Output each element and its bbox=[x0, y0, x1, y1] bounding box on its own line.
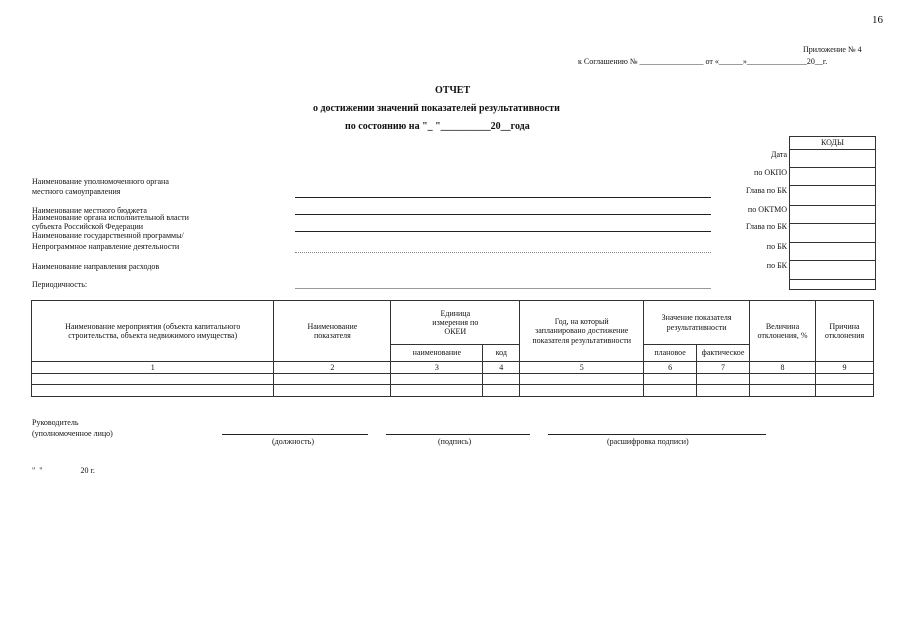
col-number: 7 bbox=[697, 362, 750, 374]
report-subtitle: о достижении значений показателей результативности bbox=[313, 103, 560, 114]
codes-label-okpo: по ОКПО bbox=[754, 168, 787, 177]
signature-head: Руководитель bbox=[32, 418, 79, 427]
table-cell[interactable] bbox=[391, 374, 483, 385]
report-date-line: по состоянию на "_ "__________20__года bbox=[345, 121, 530, 132]
col-value-group-header: Значение показателя результативности bbox=[644, 301, 750, 345]
field-label: Наименование органа исполнительной власти bbox=[32, 213, 189, 222]
col-event-header: Наименование мероприятия (объекта капитального строительства, объекта недвижимого имущества) bbox=[32, 301, 274, 362]
code-cell[interactable] bbox=[790, 168, 875, 186]
code-cell[interactable] bbox=[790, 243, 875, 261]
table-cell[interactable] bbox=[391, 385, 483, 397]
decode-caption: (расшифровка подписи) bbox=[607, 437, 689, 446]
col-number: 5 bbox=[520, 362, 644, 374]
decode-line[interactable] bbox=[548, 434, 766, 435]
appendix-label: Приложение № 4 bbox=[803, 45, 862, 54]
col-unit-name-header: наименование bbox=[391, 345, 483, 362]
table-cell[interactable] bbox=[697, 385, 750, 397]
position-caption: (должность) bbox=[272, 437, 314, 446]
field-line[interactable] bbox=[295, 197, 711, 198]
codes-label-bk3: по БК bbox=[766, 242, 787, 251]
table-cell[interactable] bbox=[750, 374, 816, 385]
field-label: Непрограммное направление деятельности bbox=[32, 242, 180, 251]
sign-line[interactable] bbox=[386, 434, 530, 435]
indicators-table bbox=[31, 300, 874, 397]
table-cell[interactable] bbox=[274, 385, 391, 397]
codes-header: КОДЫ bbox=[790, 137, 875, 150]
table-cell[interactable] bbox=[32, 374, 274, 385]
field-line[interactable] bbox=[295, 231, 711, 232]
col-year-header: Год, на который запланировано достижение показателя результативности bbox=[520, 301, 644, 362]
codes-label-date: Дата bbox=[771, 150, 787, 159]
table-cell[interactable] bbox=[483, 374, 520, 385]
table-cell[interactable] bbox=[644, 374, 697, 385]
col-number: 1 bbox=[32, 362, 274, 374]
signature-head-sub: (уполномоченное лицо) bbox=[32, 429, 113, 438]
table-cell[interactable] bbox=[815, 385, 873, 397]
col-planned-header: плановое bbox=[644, 345, 697, 362]
table-cell[interactable] bbox=[520, 374, 644, 385]
table-cell[interactable] bbox=[520, 385, 644, 397]
field-label: Наименование уполномоченного органа bbox=[32, 177, 169, 186]
code-cell[interactable] bbox=[790, 206, 875, 224]
codes-box bbox=[789, 136, 876, 290]
code-cell[interactable] bbox=[790, 186, 875, 206]
report-title: ОТЧЕТ bbox=[435, 85, 471, 96]
page-number: 16 bbox=[872, 14, 883, 26]
field-label: Периодичность: bbox=[32, 280, 88, 289]
position-line[interactable] bbox=[222, 434, 368, 435]
col-number: 4 bbox=[483, 362, 520, 374]
table-cell[interactable] bbox=[483, 385, 520, 397]
signature-date: " " 20 г. bbox=[32, 466, 95, 475]
sign-caption: (подпись) bbox=[438, 437, 472, 446]
field-label: субъекта Российской Федерации bbox=[32, 222, 144, 231]
col-unit-group-header: Единица измерения по ОКЕИ bbox=[391, 301, 520, 345]
agreement-line: к Соглашению № ________________ от «______»_______________20__г. bbox=[578, 57, 828, 66]
code-cell[interactable] bbox=[790, 150, 875, 168]
codes-label-bk4: по БК bbox=[766, 261, 787, 270]
table-cell[interactable] bbox=[644, 385, 697, 397]
col-number: 3 bbox=[391, 362, 483, 374]
col-number: 9 bbox=[815, 362, 873, 374]
code-cell[interactable] bbox=[790, 224, 875, 243]
col-reason-header: Причина отклонения bbox=[815, 301, 873, 362]
col-number: 8 bbox=[750, 362, 816, 374]
table-cell[interactable] bbox=[815, 374, 873, 385]
col-deviation-header: Величина отклонения, % bbox=[750, 301, 816, 362]
table-cell[interactable] bbox=[697, 374, 750, 385]
field-line[interactable] bbox=[295, 214, 711, 215]
table-cell[interactable] bbox=[750, 385, 816, 397]
field-label: Наименование направления расходов bbox=[32, 262, 160, 271]
codes-label-bk2: Глава по БК bbox=[746, 222, 787, 231]
field-line[interactable] bbox=[295, 252, 711, 253]
field-line[interactable] bbox=[295, 288, 711, 289]
col-actual-header: фактическое bbox=[697, 345, 750, 362]
col-unit-code-header: код bbox=[483, 345, 520, 362]
code-cell[interactable] bbox=[790, 261, 875, 280]
col-indicator-header: Наименование показателя bbox=[274, 301, 391, 362]
col-number: 2 bbox=[274, 362, 391, 374]
table-cell[interactable] bbox=[32, 385, 274, 397]
field-label: Наименование местного бюджета bbox=[32, 206, 147, 215]
codes-label-bk1: Глава по БК bbox=[746, 186, 787, 195]
field-label: Наименование государственной программы/ bbox=[32, 231, 184, 240]
codes-label-oktmo: по ОКТМО bbox=[747, 205, 787, 214]
table-cell[interactable] bbox=[274, 374, 391, 385]
col-number: 6 bbox=[644, 362, 697, 374]
field-label: местного самоуправления bbox=[32, 187, 121, 196]
